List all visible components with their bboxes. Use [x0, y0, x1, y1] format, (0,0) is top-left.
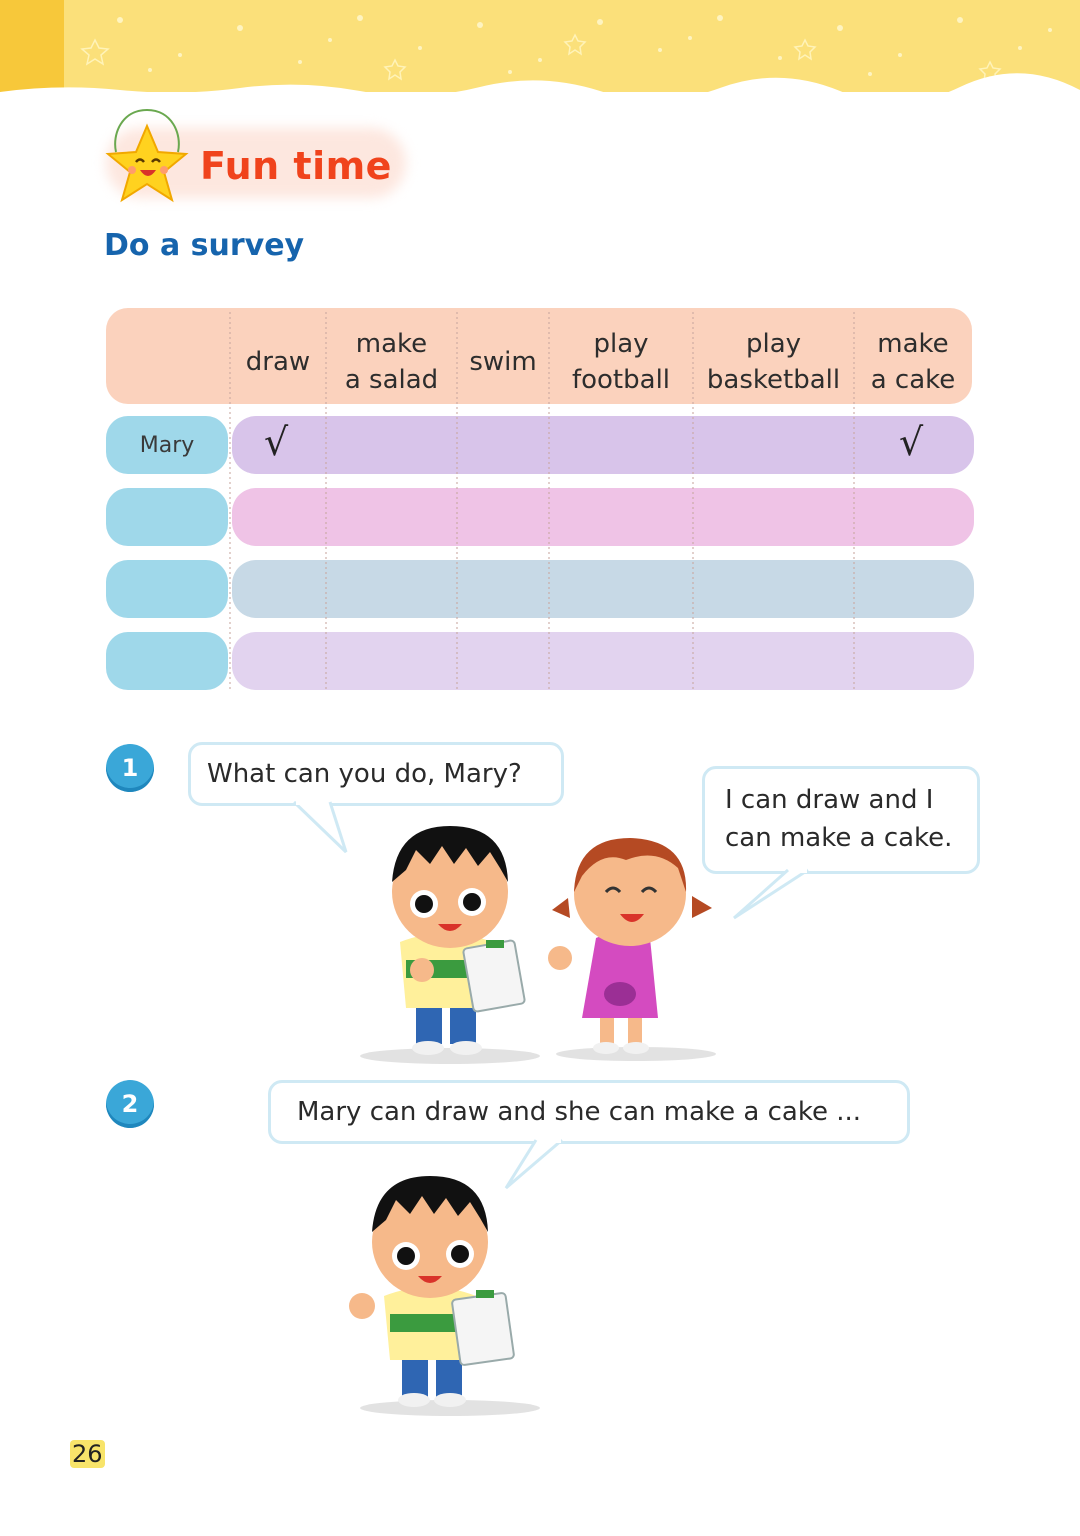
answer-bubble-tail	[728, 868, 818, 928]
page-number: 26	[72, 1440, 103, 1468]
step-number-1: 1	[106, 744, 154, 792]
column-header-make-a-cake: make a cake	[870, 329, 956, 395]
statement-bubble: Mary can draw and she can make a cake ...	[268, 1080, 910, 1144]
check-mark-draw: √	[264, 420, 289, 464]
star-mascot-icon	[102, 104, 192, 212]
question-bubble: What can you do, Mary?	[188, 742, 564, 806]
boy-with-clipboard-illustration	[350, 812, 550, 1068]
row-name-input[interactable]	[106, 488, 228, 546]
activity-title: Do a survey	[104, 228, 305, 263]
column-header-make-a-salad: make a salad	[344, 329, 439, 395]
row-bg	[232, 560, 974, 618]
row-bg	[232, 416, 974, 474]
girl-illustration	[546, 826, 726, 1066]
answer-bubble: I can draw and I can make a cake.	[702, 766, 980, 874]
check-mark-make-a-cake: √	[899, 420, 924, 464]
column-header-swim: swim	[469, 347, 537, 377]
row-name-input[interactable]	[106, 560, 228, 618]
section-header	[96, 104, 416, 214]
section-title: Fun time	[200, 144, 392, 188]
row-name-mary: Mary	[139, 432, 195, 458]
row-bg	[232, 488, 974, 546]
column-header-play-basketball: play basketball	[706, 329, 841, 395]
row-name-input[interactable]	[106, 632, 228, 690]
survey-table	[104, 306, 976, 698]
column-header-play-football: play football	[571, 329, 671, 395]
boy-pointing-illustration	[340, 1160, 550, 1420]
step-number-2: 2	[106, 1080, 154, 1128]
row-bg	[232, 632, 974, 690]
top-banner	[0, 0, 1080, 92]
column-header-draw: draw	[245, 347, 311, 377]
star-pattern	[0, 0, 1080, 92]
